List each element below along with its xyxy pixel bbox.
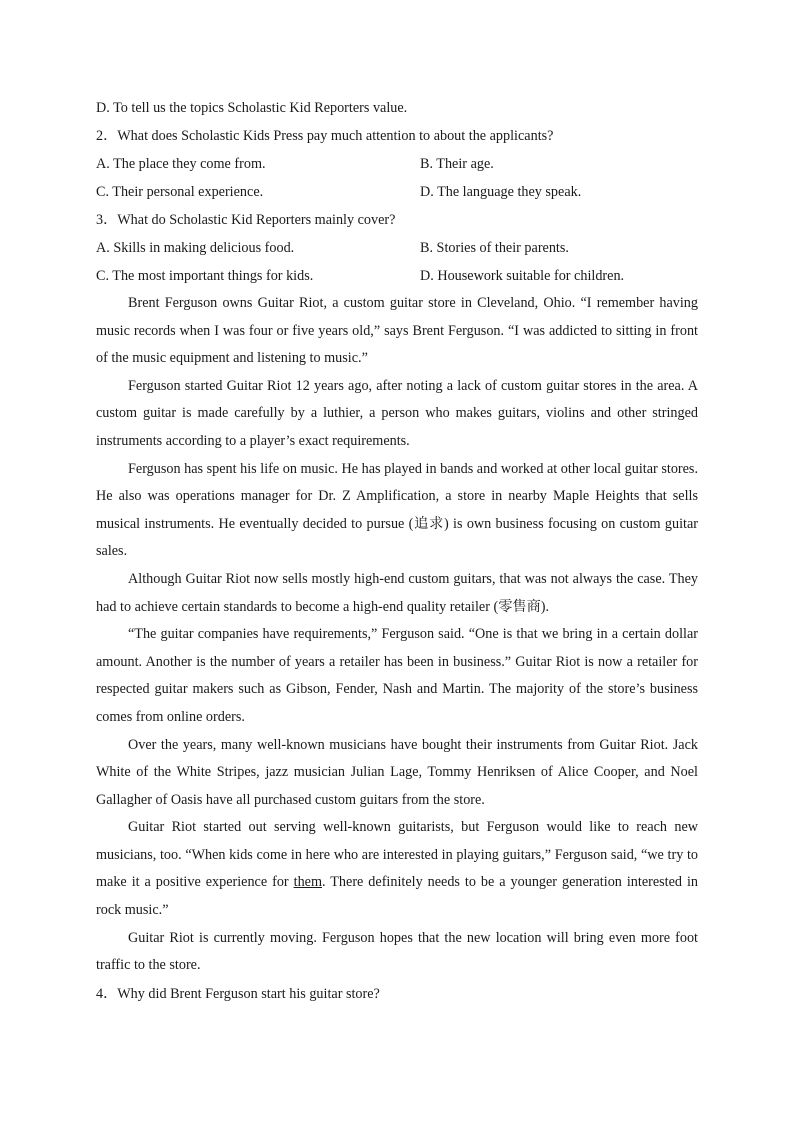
q2-option-a: A. The place they come from. — [96, 156, 266, 172]
q3-stem: 3．What do Scholastic Kid Reporters mainly cover? — [96, 212, 396, 228]
q2-options-row-1 — [96, 150, 698, 178]
passage-paragraph-6: Over the years, many well-known musicians have bought their instruments from Guitar Riot. Jack White of the White Stripes, jazz musician Julian Lage, Tommy Henriksen of Alice Cooper, and Noel Gallagher of Oasis have all purchased custom guitars from the store. — [96, 736, 698, 808]
q3-option-c: C. The most important things for kids. — [96, 268, 314, 284]
q2-option-b: B. Their age. — [420, 156, 494, 172]
q2-option-d: D. The language they speak. — [420, 184, 582, 200]
q3-options-row-2 — [96, 262, 698, 290]
passage-paragraph-2: Ferguson started Guitar Riot 12 years ago, after noting a lack of custom guitar stores in the area. A custom guitar is made carefully by a luthier, a person who makes guitars, violins and other stringed instruments according to a player’s exact requirements. — [96, 377, 698, 449]
q3-options-row-1 — [96, 234, 698, 262]
passage-paragraph-7 — [96, 814, 698, 924]
p7-text-after: . There definitely needs to be a younger generation interested in rock music.” — [96, 874, 698, 919]
q3-option-d: D. Housework suitable for children. — [420, 268, 625, 284]
passage-paragraph-3: Ferguson has spent his life on music. He has played in bands and worked at other local guitar stores. He also was operations manager for Dr. Z Amplification, a store in nearby Maple Heights that sells musical instruments. He eventually decided to pursue (追求) is own business focusing on custom guitar sales. — [96, 460, 698, 560]
passage-paragraph-1: Brent Ferguson owns Guitar Riot, a custom guitar store in Cleveland, Ohio. “I remember having music records when I was four or five years old,” says Brent Ferguson. “I was addicted to sitting in front of the music equipment and listening to music.” — [96, 295, 698, 367]
q2-options-row-2 — [96, 178, 698, 206]
passage-paragraph-4: Although Guitar Riot now sells mostly high-end custom guitars, that was not always the case. They had to achieve certain standards to become a high-end quality retailer (零售商). — [96, 570, 698, 615]
q4-stem: 4．Why did Brent Ferguson start his guitar store? — [96, 985, 380, 1002]
document-page — [96, 94, 698, 1008]
underlined-word-them: them — [293, 874, 322, 891]
q3-option-b: B. Stories of their parents. — [420, 240, 569, 256]
passage-paragraph-5: “The guitar companies have requirements,” Ferguson said. “One is that we bring in a certain dollar amount. Another is the number of years a retailer has been in business.” Guitar Riot is now a retailer for respected guitar makers such as Gibson, Fender, Nash and Martin. The majority of the store’s business comes from online orders. — [96, 626, 698, 725]
passage-paragraph-8: Guitar Riot is currently moving. Ferguson hopes that the new location will bring even more foot traffic to the store. — [96, 929, 698, 974]
p7-text-before: Guitar Riot started out serving well-known guitarists, but Ferguson would like to reach new musicians, too. “When kids come in here who are interested in playing guitars,” Ferguson said, “we try to make it a positive experience for — [96, 819, 698, 891]
q3-option-a: A. Skills in making delicious food. — [96, 240, 295, 256]
q2-stem: 2．What does Scholastic Kids Press pay much attention to about the applicants? — [96, 128, 554, 144]
q1-option-d: D. To tell us the topics Scholastic Kid Reporters value. — [96, 100, 408, 116]
q2-option-c: C. Their personal experience. — [96, 184, 264, 200]
